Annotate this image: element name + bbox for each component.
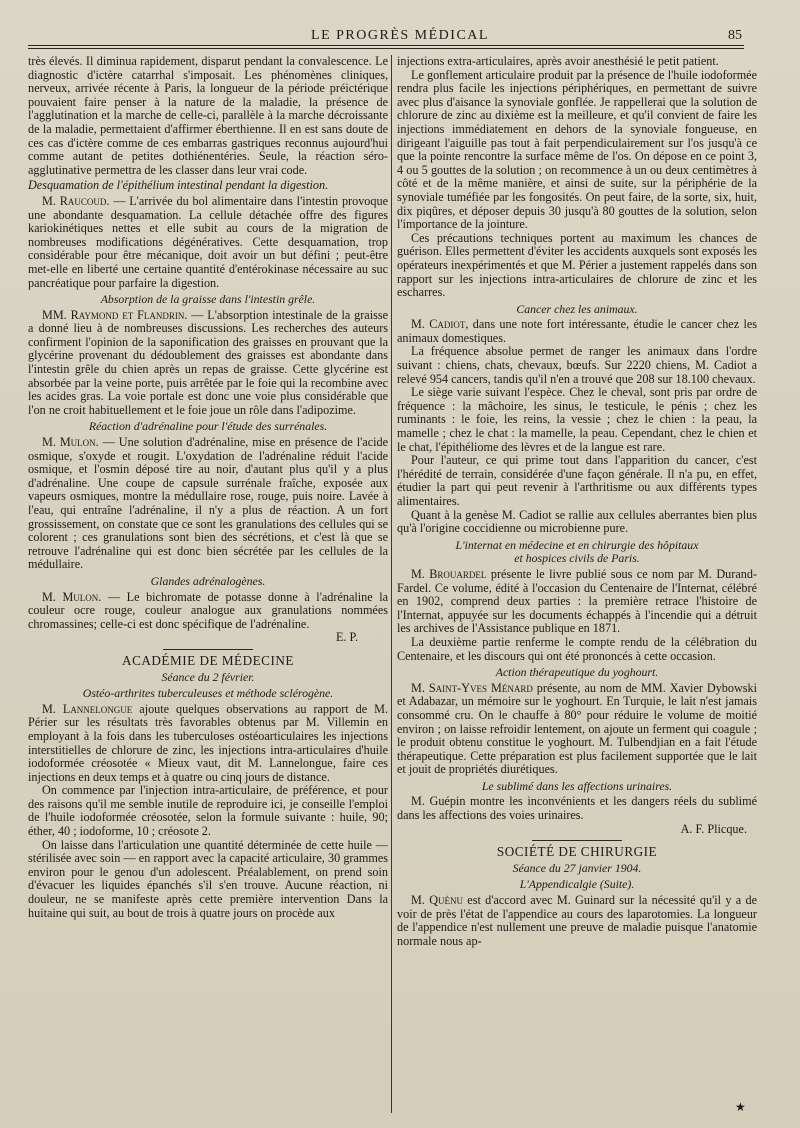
page-number: 85 [728, 28, 742, 43]
header-rule-double [28, 48, 744, 49]
footer-star-mark: ★ [735, 1100, 746, 1114]
paragraph [28, 195, 388, 290]
paragraph [397, 894, 757, 948]
section-subtitle: L'internat en médecine et en chirurgie des hôpitaux [455, 537, 699, 552]
section-subtitle: Ostéo-arthrites tuberculeuses et méthode sclérogène. [82, 686, 334, 701]
section-subtitle: Desquamation de l'épithélium intestinal pendant la digestion. [28, 178, 329, 193]
paragraph [397, 682, 757, 777]
paragraph-text: présente, au nom de MM. Xavier Dybowski et Adabazar, un mémoire sur le yoghourt. En Turquie, le lait n'est jamais consommé cru. On le chauffe à 80° pour réduire le volume de moitié environ ; on laisse refroidir lentement, on ajoute un ferment qui coagule ; le produit obtenu constitue le yoghourt. M. Tulbendjian en a fait l'étude thérapeutique. Cette préparation est plus facilement supportée que le lait et jouit de propriétés diurétiques. [397, 680, 757, 777]
section-subtitle: Cancer chez les animaux. [516, 301, 638, 316]
section-subtitle: Glandes adrénalogènes. [150, 573, 266, 588]
paragraph-text: — L'absorption intestinale de la graisse a donné lieu à de nombreuses discussions. Les recherches des auteurs confirment l'opinion de la saponification des graisses en prouvant que la glycérine provenant du dédoublement des graisses est abondante dans l'intestin grêle du chien après un repas de graisse. Cette glycérine est absorbée par la veine porte, puis arrêtée par le foie qui la recombine avec les acides gras. La voie portale est donc une voie plus considérable que l'on ne croit habituellement et le foie joue un rôle dans l'adipozime. [28, 307, 388, 417]
session-date: Séance du 2 février. [161, 669, 255, 684]
paragraph: La deuxième partie renferme le compte rendu de la célébration du Centenaire, et les discours qui ont été prononcés à cette occasion. [397, 634, 757, 663]
paragraph [28, 436, 388, 572]
left-column [28, 55, 388, 1115]
paragraph: Le siège varie suivant l'espèce. Chez le cheval, sont pris par ordre de fréquence : la mâchoire, les sinus, le testicule, le pénis ; chez les ruminants : le foie, les reins, la vessie ; chez le chien : la peau, la mamelle ; chez le chat : la mamelle, la peau. Cependant, chez le chien et le chat, l'épithéliome des lèvres et de la langue est rare. [397, 385, 757, 454]
author-name: M. Mulon. [42, 589, 102, 604]
header-rule [28, 45, 744, 46]
author-name: M. Mulon. [42, 435, 99, 450]
author-name: M. Saint-Yves Ménard [411, 680, 533, 695]
author-name: M. Raucoud. [42, 193, 110, 208]
author-name: M. Brouardel [411, 566, 487, 581]
paragraph: La fréquence absolue permet de ranger les animaux dans l'ordre suivant : chiens, chats, chevaux, bœufs. Sur 2220 chiens, M. Cadiot a relevé 954 cancers, tandis qu'il n'en a trouvé que 208 sur 18.100 chevaux. [397, 344, 757, 386]
section-heading: ACADÉMIE DE MÉDECINE [122, 652, 294, 668]
author-name: M. Cadiot, [411, 317, 469, 332]
section-rule [163, 649, 253, 650]
author-name: MM. Raymond et Flandrin. [42, 307, 188, 322]
section-rule [532, 840, 622, 841]
page-header [28, 26, 772, 50]
paragraph: On commence par l'injection intra-articulaire, de préférence, et pour des raisons qu'il me semble inutile de reproduire ici, je conseille l'emploi de l'huile iodoformée créosotée, selon la formule suivante : huile, 90; éther, 40 ; iodoforme, 10 ; créosote 2. [28, 783, 388, 839]
paragraph [28, 703, 388, 785]
signature: A. F. Plicque. [680, 821, 747, 836]
journal-title: LE PROGRÈS MÉDICAL [311, 28, 489, 43]
section-subtitle: Absorption de la graisse dans l'intestin grêle. [100, 292, 316, 307]
section-subtitle: Le sublimé dans les affections urinaires. [481, 778, 673, 793]
column-divider [391, 55, 392, 1113]
paragraph-text: — L'arrivée du bol alimentaire dans l'intestin provoque une abondante desquamation. La cellule détachée offre des figures kariokinétiques nettes et elle subit au cours de la migration de nombreuses modifications dégénératives. Cette desquamation, trop considérable pour être mécanique, doit avoir un but défini ; peut-être met-elle en liberté une certaine quantité d'entérokinase nécessaire au suc pancréatique pour parfaire la digestion. [28, 193, 388, 290]
paragraph: injections extra-articulaires, après avoir anesthésié le petit patient. [397, 55, 719, 68]
paragraph-text: présente le livre publié sous ce nom par M. Durand-Fardel. Ce volume, édité à l'occasion du Centenaire de l'Internat, célébré en 1902, comprend deux parties : la première retrace l'histoire de l'Internat, appuyée sur les documents échappés à l'incendie qui a détruit les archives de l'Assistance publique en 1871. [397, 566, 757, 636]
paragraph: Le gonflement articulaire produit par la présence de l'huile iodoformée rendra plus facile les injections périphériques, en permettant de suivre avec plus d'aisance la synoviale gonflée. Je rappellerai que la solution de chlorure de zinc au dixième est la meilleure, et qu'il convient de faire les injections immédiatement en dehors de la synoviale fongueuse, en dirigeant l'aiguille pas tout à fait perpendiculairement sur l'os jusqu'à ce que la pointe rencontre la surface même de l'os. On dépose en ce point 3, 4 ou 5 gouttes de la solution ; on recommence à un ou deux centimètres à côté et de la même manière, et ainsi de suite, sur la périphérie de la synoviale tuméfiée par les fongosités. On peut faire, de la sorte, six, huit, dix piqûres, et déposer depuis 30 jusqu'à 80 gouttes de la solution, selon l'importance de la jointure. [397, 67, 757, 232]
right-column [397, 55, 757, 1115]
section-subtitle: Action thérapeutique du yoghourt. [495, 665, 659, 680]
paragraph [28, 309, 388, 418]
paragraph-text: est d'accord avec M. Guinard sur la nécessité qu'il y a de voir de près l'état de l'appendice au cours des laparotomies. La longueur de l'appendice n'est nullement une preuve de maladie puisque l'anatomie normale nous ap- [397, 893, 757, 948]
paragraph-text: ajoute quelques observations au rapport de M. Périer sur les résultats très favorables obtenus par M. Villemin en employant à la fois dans les tuberculoses ostéoarticulaires les injections interstitielles de chlorure de zinc, les injections intra-articulaires d'huile iodoformée créosotée « Mieux vaut, dit M. Lannelongue, faire ces injections en deux temps et à quatre ou cinq jours de distance. [28, 701, 388, 784]
paragraph: Ces précautions techniques portent au maximum les chances de guérison. Elles permettent d'éviter les accidents auxquels sont exposés les opérateurs inexpérimentés et que M. Périer a justement rappelés dans son rapport sur les injections intra-articulaires de chlorure de zinc et les escharres. [397, 230, 757, 300]
paragraph: M. Guépin montre les inconvénients et les dangers réels du sublimé dans les affections des voies urinaires. [397, 794, 757, 823]
paragraph: Quant à la genèse M. Cadiot se rallie aux cellules aberrantes bien plus qu'à l'origine coccidienne ou microbienne pure. [397, 507, 757, 536]
paragraph-text: — Une solution d'adrénaline, mise en présence de l'acide osmique, s'oxyde et rougit. L'oxydation de l'adrénaline réduit l'acide osmique, et l'osmin déposé tire au noir, d'autant plus qu'il y a plus d'adrénaline. Une coupe de capsule surrénale fraîche, exposée aux vapeurs osmiques, montre la médullaire rose, rouge, puis noire. Lavée à l'eau, qui entraîne l'adrénaline, il n'y a plus de réaction. A un fort grossissement, on constate que ce sont les granulations des cellules qui se colorent ; ces granulations sont bien des sécrétions, et c'est là que se retrouve l'adrénaline qui est donc bien sécrétée par les cellules de la médullaire. [28, 435, 388, 572]
signature: E. P. [335, 630, 358, 645]
section-subtitle: L'Appendicalgie (Suite). [519, 877, 635, 892]
session-date: Séance du 27 janvier 1904. [512, 860, 642, 875]
paragraph [28, 591, 388, 632]
paragraph: très élevés. Il diminua rapidement, disparut pendant la convalescence. Le diagnostic d'ictère catarrhal s'imposait. Les phénomènes cliniques, nerveux, arrivée récente à Paris, la longueur de la période préictérique pouvaient faire penser à la nature de la maladie, la présence de l'agglutination et la marche de celle-ci, parallèle à la marche décroissante de la maladie, permettaient d'affirmer éberthienne. Il en est sans doute de ces cas d'ictère comme de ces embarras gastriques reconnus aujourd'hui comme autant de petites dothiénentéries. Seule, la réaction séro-agglutinative permettra de les classer dans leur vrai code. [28, 55, 388, 177]
section-heading: SOCIÉTÉ DE CHIRURGIE [496, 844, 658, 860]
section-subtitle-line2: et hospices civils de Paris. [514, 551, 640, 566]
paragraph [397, 568, 757, 636]
section-subtitle: Réaction d'adrénaline pour l'étude des surrénales. [88, 419, 328, 434]
paragraph [397, 318, 757, 345]
paragraph: Pour l'auteur, ce qui prime tout dans l'apparition du cancer, c'est l'hérédité de terrain, considérée d'une façon générale. Il n'a pu, en effet, étudier la part qui peut revenir à l'arthritisme ou aux différents types alimentaires. [397, 453, 757, 508]
paragraph: On laisse dans l'articulation une quantité déterminée de cette huile — stérilisée avec soin — en rapport avec la capacité articulaire, 30 grammes environ pour le genou d'un adolescent. Préalablement, on prend soin d'évacuer les liquides épanchés s'il s'en trouve. Aucune réaction, ni douleur, ne se manifeste après cette première intervention Dans la huitaine qui suit, au bout de trois à quatre jours on procède aux [28, 837, 388, 920]
paragraph-text: — Le bichromate de potasse donne à l'adrénaline la couleur ocre rouge, couleur analogue aux granulations nommées chromassines; celle-ci est donc spécifique de l'adrénaline. [28, 589, 388, 631]
paragraph-text: dans une note fort intéressante, étudie le cancer chez les animaux domestiques. [397, 317, 757, 345]
author-name: M. Quénu [411, 893, 463, 908]
author-name: M. Lannelongue [42, 701, 133, 716]
